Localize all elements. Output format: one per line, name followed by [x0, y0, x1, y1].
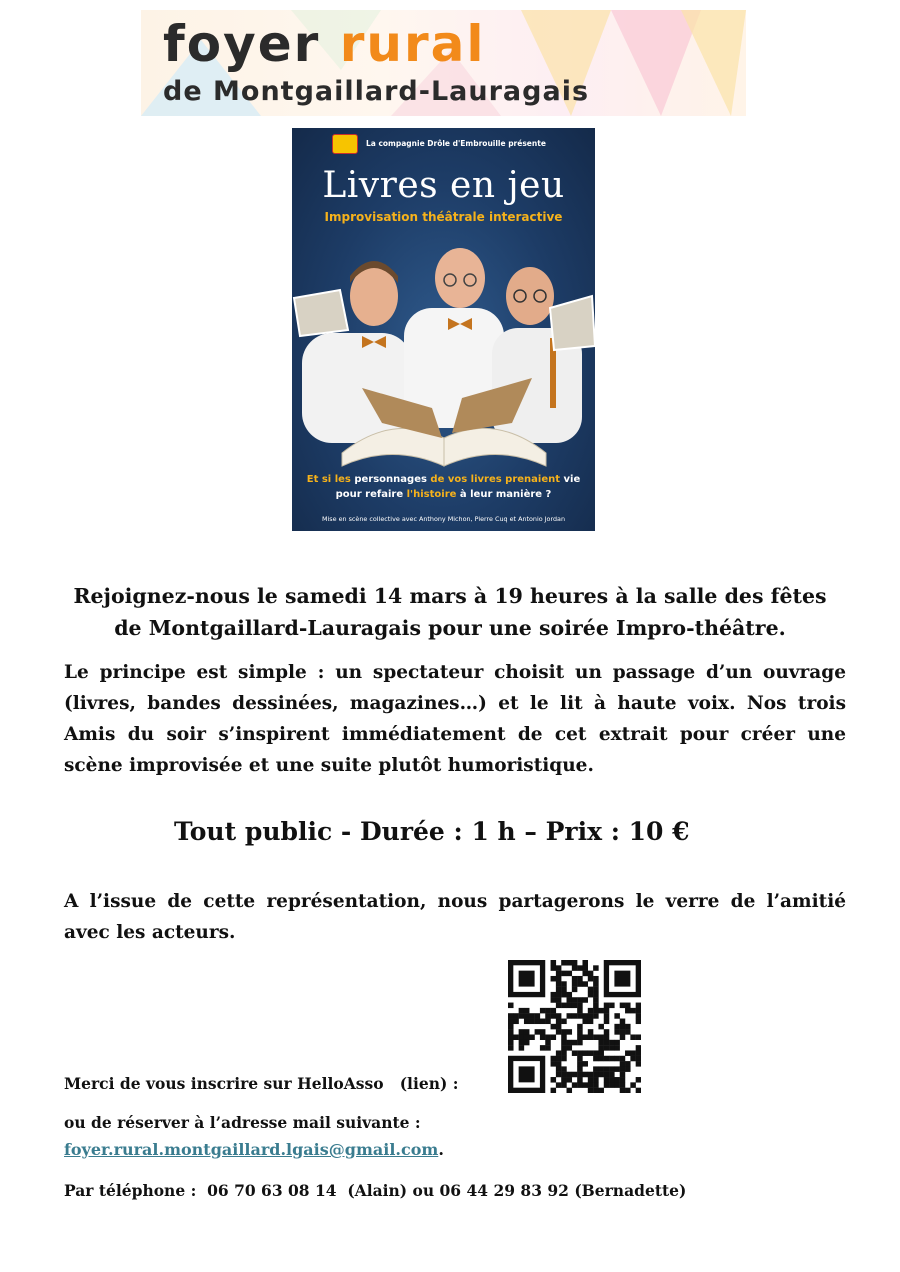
- phone-line: Par téléphone : 06 70 63 08 14 (Alain) ou 06 44 29 83 92 (Bernadette): [64, 1181, 687, 1200]
- poster-credits: Mise en scène collective avec Anthony Michon, Pierre Cuq et Antonio Jordan: [321, 515, 566, 523]
- price-line: Tout public - Durée : 1 h – Prix : 10 €: [174, 817, 690, 846]
- after-show-paragraph: A l’issue de cette représentation, nous partagerons le verre de l’amitié avec les acteurs.: [64, 891, 846, 943]
- principle-paragraph: Le principe est simple : un spectateur choisit un passage d’un ouvrage (livres, bandes dessinées, magazines…) et le lit à haute voix. Nos trois Amis du soir s’inspirent immédiatement de cet extrait pour créer une scène improvisée et une suite plutôt humoristique.: [64, 662, 846, 776]
- email-line: foyer.rural.montgaillard.lgais@gmail.com.: [64, 1140, 444, 1159]
- poster-tagline: Et si les personnages de vos livres prenaient vie pour refaire l'histoire à leur manière ?: [306, 474, 581, 500]
- helloasso-qr-code[interactable]: [508, 960, 641, 1093]
- foyer-rural-banner: [141, 10, 746, 116]
- banner-title: foyer rural: [163, 15, 486, 73]
- poster-company: La compagnie Drôle d'Embrouille présente: [366, 139, 546, 148]
- email-link[interactable]: foyer.rural.montgaillard.lgais@gmail.com: [64, 1140, 439, 1159]
- company-logo: [332, 134, 358, 154]
- helloasso-signup-text: Merci de vous inscrire sur HelloAsso (lien) :: [64, 1074, 459, 1093]
- show-poster: [292, 128, 595, 531]
- event-headline: [30, 580, 870, 644]
- poster-title: Livres en jeu: [322, 165, 565, 206]
- banner-subtitle: de Montgaillard-Lauragais: [163, 76, 590, 107]
- poster-subtitle: Improvisation théâtrale interactive: [324, 210, 563, 224]
- email-reservation-text: ou de réserver à l’adresse mail suivante :: [64, 1113, 421, 1132]
- headline-line-1: Rejoignez-nous le samedi 14 mars à 19 heures à la salle des fêtes: [73, 584, 827, 608]
- headline-line-2: de Montgaillard-Lauragais pour une soirée Impro-théâtre.: [114, 616, 786, 640]
- poster-illustration: [292, 238, 595, 468]
